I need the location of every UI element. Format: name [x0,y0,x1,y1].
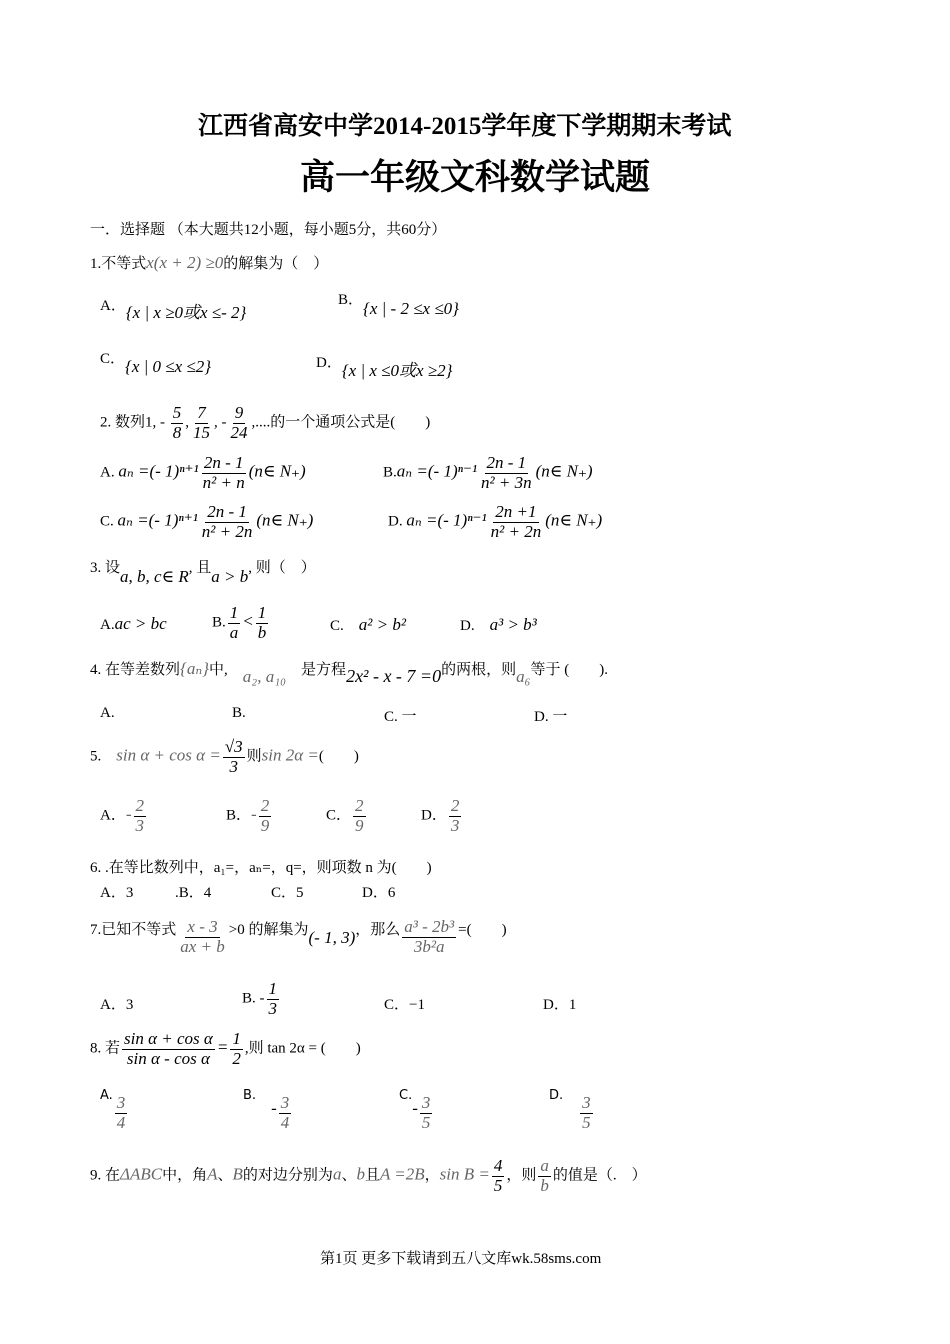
q2-fraction-3: $\frac{9}{24}$ [230,403,248,442]
q3-option-a: A.ac > bc [100,614,167,633]
q5-option-b: B．- $\frac{2}{9}$ [226,796,270,835]
q1-option-a [100,290,247,322]
q7-option-c: C．−1 [384,997,425,1013]
q1-option-b [338,288,459,318]
q8-option-c: C.- $\frac{3}{5}$ [399,1088,431,1132]
q1-c-text: {x | 0 ≤x ≤2} [125,357,212,376]
question-5: 5. sin α + cos α = $\frac{√3}{3}$ 则sin 2α =( ) [90,737,359,776]
q5-option-d: D． $\frac{2}{3}$ [421,796,460,835]
q1-option-d [316,347,453,380]
q1-a-label: A． [100,298,126,314]
q7-option-d: D．1 [543,997,577,1013]
question-3: 3. 设a, b, c∈ R, 且a > b, 则（ ） [90,560,316,586]
q6-option-a: A．3 [100,885,134,901]
q2-option-c: C. aₙ =(- 1)ⁿ⁺¹ $\frac{2n - 1}{\text{n² + 2n}}$ (n∈ N₊) [100,502,314,541]
q8-option-a: A. $\frac{3}{4}$ [100,1088,126,1132]
question-8: 8. 若 $\frac{\text{sin α + cos α}}{\text{sin α - cos α}}$ = $\frac{1}{2}$ ,则 tan 2α = ( ) [90,1029,361,1068]
question-2: 2. 数列1, - $\frac{5}{8}$ , $\frac{7}{15}$ , - $\frac{9}{24}$ ,....的一个通项公式是( ) [100,403,431,442]
q1-b-label: B． [338,292,364,308]
document-title: 江西省高安中学2014-2015学年度下学期期末考试 [198,113,732,140]
q5-option-c: C． $\frac{2}{9}$ [326,796,364,835]
q2-fraction-2: $\frac{7}{15}$ [193,403,210,442]
q2-stem: 2. 数列1, - [100,414,165,431]
q1-tail: 的解集为（ ） [223,256,329,272]
q7-option-a: A．3 [100,997,134,1013]
q1-b-text: {x | - 2 ≤x ≤0} [363,299,459,318]
q2-fraction-1: $\frac{5}{8}$ [172,403,182,442]
q6-option-c: C．5 [271,885,304,901]
q3-option-c: C. a² > b² [330,615,406,634]
question-6: 6. .在等比数列中，a₁=，aₙ=，q=，则项数 n 为( ) [90,860,432,876]
q2-option-b: B.aₙ =(- 1)ⁿ⁻¹ $\frac{2n - 1}{\text{n² + 3n}}$ (n∈ N₊) [383,453,593,492]
question-1 [90,252,328,273]
q1-option-c [100,347,212,376]
q7-option-b: B. - $\frac{1}{3}$ [242,979,277,1018]
q1-expr: x(x + 2) ≥0 [146,253,224,272]
q2-option-d: D. aₙ =(- 1)ⁿ⁻¹ $\frac{2n +1}{\text{n² + 2n}}$ (n∈ N₊) [388,502,603,541]
q1-d-text: {x | x ≤0或x ≥2} [341,361,453,380]
question-9: 9. 在ΔABC中，角A、B的对边分别为a、b且A =2B，sin B = $\frac{4}{5}$ ，则 $\frac{a}{b}$ 的值是（. ） [90,1156,647,1195]
q4-option-b: B. [232,705,246,721]
q3-option-d: D. a³ > b³ [460,615,537,634]
q1-a-text: {x | x ≥0或x ≤- 2} [125,303,247,322]
q4-option-a: A. [100,705,115,721]
q2-option-a: A. aₙ =(- 1)ⁿ⁺¹ $\frac{2n - 1}{\text{n² + n}}$ (n∈ N₊) [100,453,306,492]
q8-option-b: B. - $\frac{3}{4}$ [243,1088,290,1132]
q1-c-label: C． [100,351,126,367]
section-heading: 一．选择题 （本大题共12小题，每小题5分，共60分） [90,222,447,238]
question-7: 7.已知不等式 $\frac{x - 3}{ax + b}$ >0 的解集为(- 1, 3)，那么 $\frac{\text{a³ - 2b³}}{\text{3b²a}}$ =( ) [90,917,507,956]
q6-option-b: .B．4 [175,885,212,901]
document-subtitle: 高一年级文科数学试题 [300,158,651,198]
q3-option-b: B. $\frac{1}{a}$ < $\frac{1}{b}$ [212,603,267,642]
q1-stem: 1.不等式 [90,256,147,272]
q4-option-d: D. 一 [534,709,568,725]
q5-option-a: A．- $\frac{2}{3}$ [100,796,145,835]
q4-option-c: C. 一 [384,709,417,725]
q2-tail: ,....的一个通项公式是( ) [251,414,431,431]
q8-option-d: D. $\frac{3}{5}$ [549,1088,591,1132]
page-footer: 第1页 更多下载请到五八文库wk.58sms.com [320,1251,602,1267]
q1-d-label: D． [316,355,342,371]
q6-option-d: D．6 [362,885,396,901]
question-4: 4. 在等差数列{aₙ}中, a₂, a₁₀ 是方程2x² - x - 7 =0的两根，则a₆等于 ( ). [90,659,609,686]
